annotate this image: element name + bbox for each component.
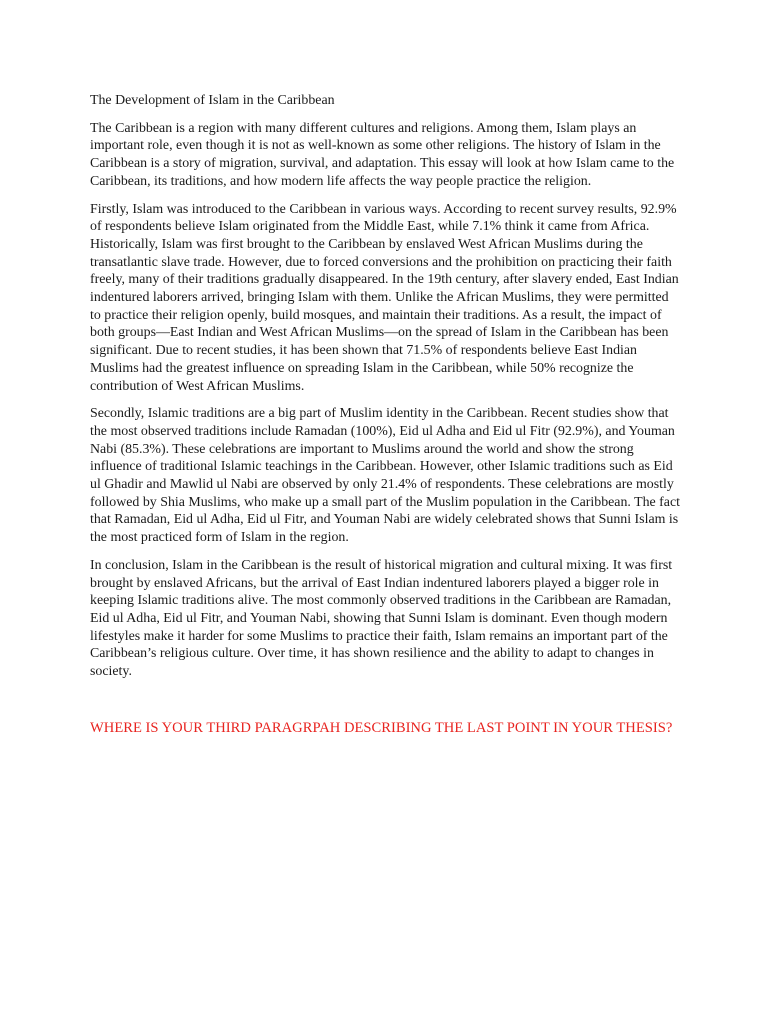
document-title: The Development of Islam in the Caribbean [90, 93, 335, 108]
paragraph-introduction: The Caribbean is a region with many different cultures and religions. Among them, Islam plays an important role, even though it is not as well-known as some other religions. The history of Islam in the Caribbean is a story of migration, survival, and adaptation. This essay will look at how Islam came to the Caribbean, its traditions, and how modern life affects the way people practice the religion. [90, 120, 675, 189]
paragraph-first-point: Firstly, Islam was introduced to the Caribbean in various ways. According to recent survey results, 92.9% of respondents believe Islam originated from the Middle East, while 7.1% think it came from Africa. Historically, Islam was first brought to the Caribbean by enslaved West African Muslims during the transatlantic slave trade. However, due to forced conversions and the prohibition on practicing their faith freely, many of their traditions gradually disappeared. In the 19th century, after slavery ended, East Indian indentured laborers arrived, bringing Islam with them. Unlike the African Muslims, they were permitted to practice their religion openly, build mosques, and maintain their traditions. As a result, the impact of both groups—East Indian and West African Muslims—on the spread of Islam in the Caribbean has been significant. Due to recent studies, it has been shown that 71.5% of respondents believe East Indian Muslims had the greatest influence on spreading Islam in the Caribbean, while 50% recognize the contribution of West African Muslims. [90, 201, 679, 394]
document-body [90, 92, 680, 737]
teacher-comment: WHERE IS YOUR THIRD PARAGRPAH DESCRIBING THE LAST POINT IN YOUR THESIS? [90, 719, 673, 736]
paragraph-second-point: Secondly, Islamic traditions are a big part of Muslim identity in the Caribbean. Recent studies show that the most observed traditions include Ramadan (100%), Eid ul Adha and Eid ul Fitr (92.9%), and Youman Nabi (85.3%). These celebrations are important to Muslims around the world and show the strong influence of traditional Islamic teachings in the Caribbean. However, other Islamic traditions such as Eid ul Ghadir and Mawlid ul Nabi are observed by only 21.4% of respondents. These celebrations are mostly followed by Shia Muslims, who make up a small part of the Muslim population in the Caribbean. The fact that Ramadan, Eid ul Adha, Eid ul Fitr, and Youman Nabi are widely celebrated shows that Sunni Islam is the most practiced form of Islam in the region. [90, 406, 680, 546]
paragraph-conclusion: In conclusion, Islam in the Caribbean is the result of historical migration and cultural mixing. It was first brought by enslaved Africans, but the arrival of East Indian indentured laborers played a bigger role in keeping Islamic traditions alive. The most commonly observed traditions in the Caribbean are Ramadan, Eid ul Adha, Eid ul Fitr, and Youman Nabi, showing that Sunni Islam is dominant. Even though modern lifestyles make it harder for some Muslims to practice their faith, Islam remains an important part of the Caribbean’s religious culture. Over time, it has shown resilience and the ability to adapt to changes in society. [90, 557, 673, 680]
